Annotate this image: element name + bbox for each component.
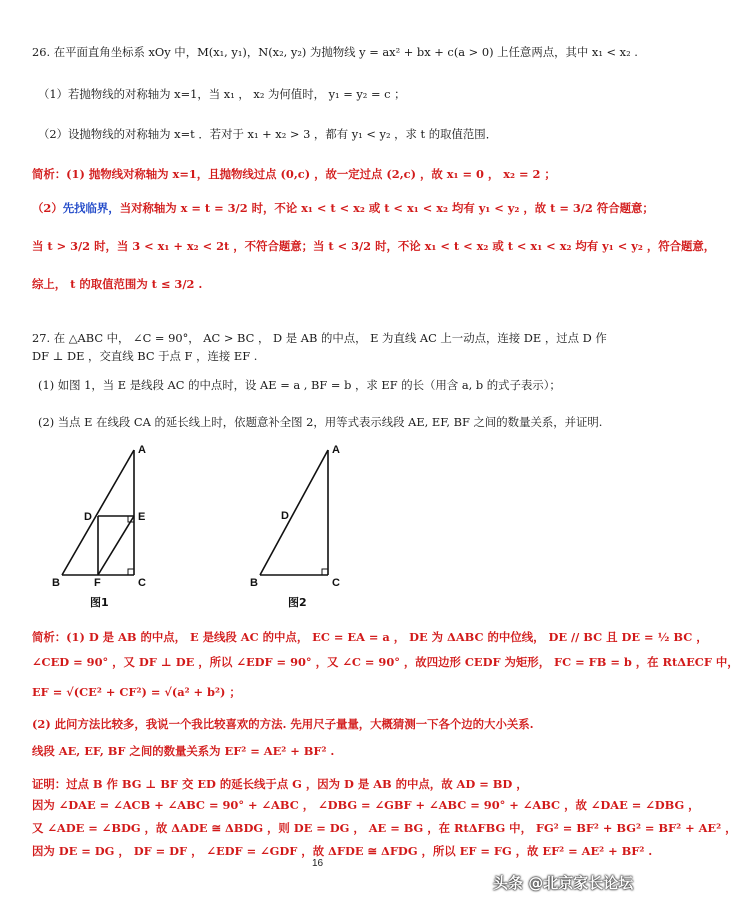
fig1-right-angle-c <box>128 569 134 575</box>
fig2-label-d: D <box>281 510 289 522</box>
fig1-label-d: D <box>84 511 92 523</box>
fig1-label-b: B <box>52 577 60 589</box>
watermark: 头条 @北京家长论坛 <box>493 874 634 892</box>
q26-solution-line4: 综上， t 的取值范围为 t ≤ 3/2 . <box>32 277 203 291</box>
q27-solution-line3: EF = √(CE² + CF²) = √(a² + b²) ； <box>32 685 241 699</box>
fig2-label-c: C <box>332 577 340 589</box>
q27-proof-line4: 因为 DE = DG ， DF = DF ， ∠EDF = ∠GDF ，故 ΔFDE ≅ ΔFDG ，所以 EF = FG ，故 EF² = AE² + BF² . <box>32 844 653 858</box>
fig2-right-angle-c <box>322 569 328 575</box>
fig2-label-a: A <box>332 444 340 456</box>
q26-solution-line1: 简析：(1) 抛物线对称轴为 x=1，且抛物线过点 (0,c) ，故一定过点 (2,c) ，故 x₁ = 0 ， x₂ = 2 ； <box>32 167 556 181</box>
q26-part2: （2）设抛物线的对称轴为 x=t ．若对于 x₁ + x₂ > 3 ，都有 y₁ < y₂ ，求 t 的取值范围． <box>38 127 498 141</box>
figure-2 <box>248 440 368 620</box>
fig1-label-f: F <box>94 577 101 589</box>
q27-proof-line3: 又 ∠ADE = ∠BDG ，故 ΔADE ≅ ΔBDG ，则 DE = DG ， AE = BG ，在 RtΔFBG 中， FG² = BF² + BG² = BF² + AE² ， <box>32 821 737 835</box>
fig1-label-e: E <box>138 511 146 523</box>
q26-part1: （1）若抛物线的对称轴为 x=1，当 x₁ ， x₂ 为何值时， y₁ = y₂ = c ； <box>38 87 406 101</box>
q26-stem: 26. 在平面直角坐标系 xOy 中，M(x₁, y₁)，N(x₂, y₂) 为抛物线 y = ax² + bx + c(a > 0) 上任意两点，其中 x₁ < x₂ . <box>32 45 638 59</box>
q27-part2: (2) 当点 E 在线段 CA 的延长线上时，依题意补全图 2，用等式表示线段 AE, EF, BF 之间的数量关系，并证明. <box>38 415 603 429</box>
fig2-caption: 图2 <box>288 596 307 609</box>
page-number: 16 <box>312 858 324 869</box>
q26-solution-line2-rest: 当对称轴为 x = t = 3/2 时，不论 x₁ < t < x₂ 或 t < x₁ < x₂ 均有 y₁ < y₂ ，故 t = 3/2 符合题意； <box>119 201 654 215</box>
q27-solution-line4: (2) 此问方法比较多，我说一个我比较喜欢的方法. 先用尺子量量，大概猜测一下各个边的大小关系. <box>32 717 534 731</box>
q27-solution-line1: 简析：(1) D 是 AB 的中点， E 是线段 AC 的中点， EC = EA = a ， DE 为 ΔABC 的中位线， DE // BC 且 DE = ½ BC ， <box>32 630 708 644</box>
q27-part1: (1) 如图 1，当 E 是线段 AC 的中点时，设 AE = a , BF = b ，求 EF 的长（用含 a, b 的式子表示）； <box>38 378 561 392</box>
figure-1 <box>50 440 170 620</box>
q27-stem-line1: 27. 在 △ABC 中， ∠C = 90°， AC > BC ， D 是 AB 的中点， E 为直线 AC 上一动点，连接 DE ，过点 D 作 <box>32 331 607 345</box>
fig1-label-c: C <box>138 577 146 589</box>
fig1-caption: 图1 <box>90 596 109 609</box>
q26-solution-line2 <box>32 200 654 216</box>
q26-solution-critical-hint: 先找临界， <box>62 201 120 215</box>
q26-solution-line3: 当 t > 3/2 时，当 3 < x₁ + x₂ < 2t ，不符合题意；当 t < 3/2 时，不论 x₁ < t < x₂ 或 t < x₁ < x₂ 均有 y₁ < y₂ ，符合题意， <box>32 239 716 253</box>
q27-solution-line5: 线段 AE, EF, BF 之间的数量关系为 EF² = AE² + BF² . <box>32 744 335 758</box>
fig2-label-b: B <box>250 577 258 589</box>
q27-solution-line2: ∠CED = 90° ，又 DF ⊥ DE ，所以 ∠EDF = 90° ，又 ∠C = 90° ，故四边形 CEDF 为矩形， FC = FB = b ，在 RtΔECF 中， <box>32 655 739 669</box>
q27-proof-line2: 因为 ∠DAE = ∠ACB + ∠ABC = 90° + ∠ABC ， ∠DBG = ∠GBF + ∠ABC = 90° + ∠ABC ，故 ∠DAE = ∠DBG ， <box>32 798 700 812</box>
q26-solution-part-marker: （2） <box>32 201 63 215</box>
fig1-segment-ef <box>98 516 134 575</box>
fig1-label-a: A <box>138 444 146 456</box>
q27-stem-line2: DF ⊥ DE ，交直线 BC 于点 F ，连接 EF . <box>32 349 258 363</box>
q27-proof-line1: 证明：过点 B 作 BG ⊥ BF 交 ED 的延长线于点 G ，因为 D 是 AB 的中点，故 AD = BD ， <box>32 777 528 791</box>
fig2-segment-ab <box>260 450 328 575</box>
